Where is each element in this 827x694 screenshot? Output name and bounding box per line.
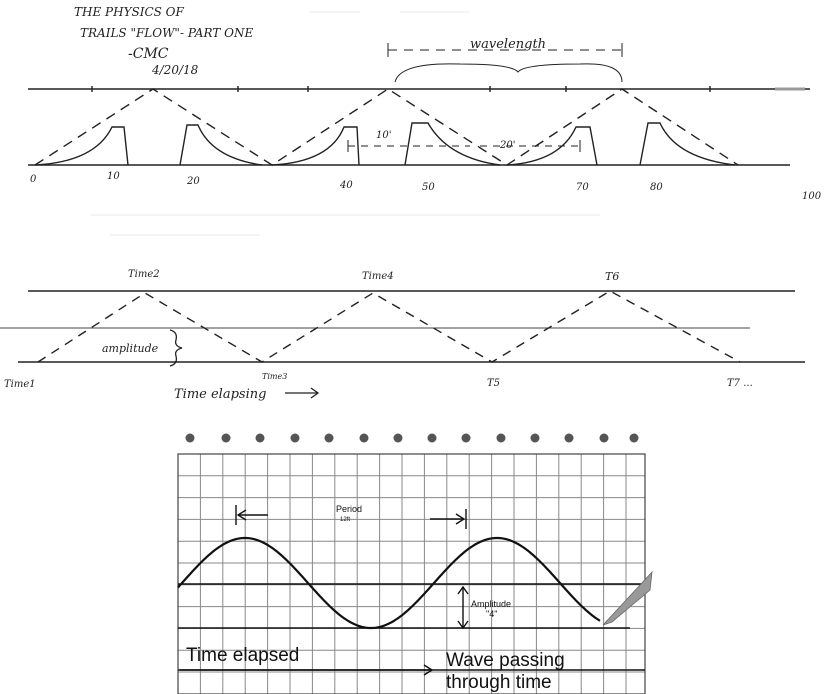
tick-label: 40	[340, 180, 353, 191]
time-label: T6	[605, 270, 620, 283]
amplitude-graph-label: Amplitude	[471, 599, 512, 609]
perforation-dots	[186, 434, 639, 443]
tick-label: 10	[107, 171, 120, 182]
time-label: Time3	[262, 372, 288, 381]
time-label: Time1	[4, 379, 36, 390]
top-baseline	[28, 86, 810, 92]
bottom-graph	[178, 434, 652, 694]
distance-markers	[348, 140, 580, 152]
time-elapsed-label: Time elapsed	[186, 645, 300, 666]
header-date: 4/20/18	[152, 63, 199, 77]
distance-20-label: 20'	[500, 140, 516, 151]
top-dashed-envelope	[35, 89, 738, 165]
distance-10-label: 10'	[376, 130, 392, 141]
time-elapsing-arrow	[285, 388, 318, 398]
time-elapsing-label: Time elapsing	[174, 387, 267, 402]
tick-label: 0	[30, 174, 37, 185]
title-line-2: TRAILS "FLOW"- PART ONE	[80, 26, 254, 40]
time-label: Time2	[128, 269, 160, 280]
tick-label: 50	[422, 182, 435, 193]
amplitude-graph-value: "4"	[486, 609, 498, 619]
wavelength-label: wavelength	[470, 37, 547, 52]
period-label: Period	[336, 504, 363, 514]
amplitude-arrow	[458, 587, 468, 628]
tick-label: 100	[802, 191, 822, 202]
author-initials: -CMC	[128, 46, 169, 62]
tick-label: 70	[576, 182, 589, 193]
time-label: T7 ...	[727, 378, 753, 389]
time-labels	[4, 269, 753, 390]
middle-diagram	[0, 269, 805, 402]
wave-passing-line-2: through time	[446, 672, 552, 693]
tick-label: 80	[650, 182, 663, 193]
time-label: T5	[487, 378, 501, 389]
top-axis-ticks	[30, 171, 822, 202]
period-value: 12ft	[340, 517, 351, 523]
header	[74, 5, 253, 77]
tick-label: 20	[187, 176, 200, 187]
amplitude-brace	[170, 330, 182, 366]
wave-passing-line-1: Wave passing	[446, 650, 565, 671]
title-line-1: THE PHYSICS OF	[74, 5, 184, 19]
time-label: Time4	[362, 271, 394, 282]
wave-passing-arrow	[180, 665, 432, 675]
amplitude-label: amplitude	[102, 342, 159, 355]
